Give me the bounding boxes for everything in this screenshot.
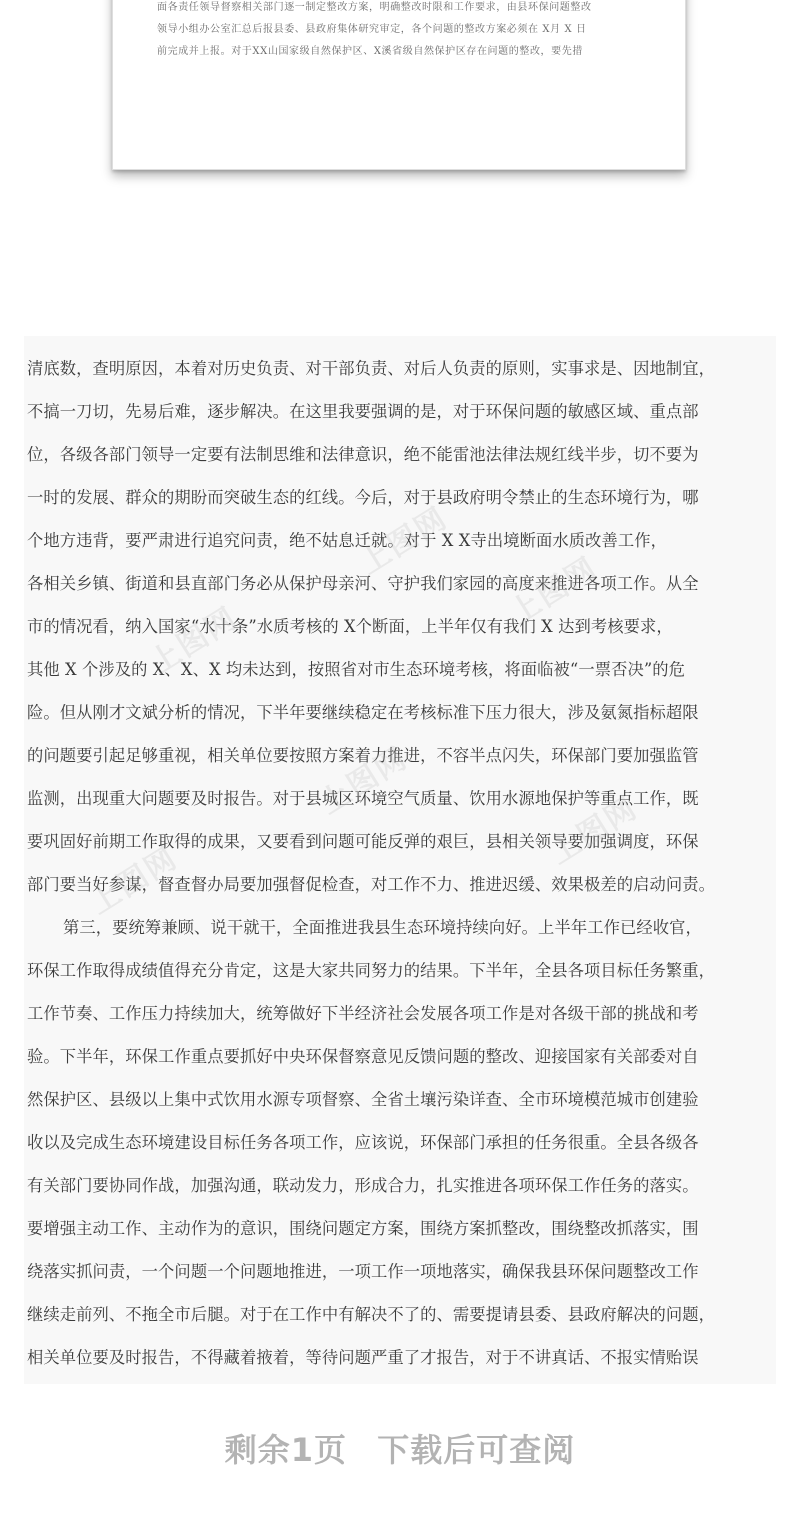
paragraph-line: 个地方违背，要严肃进行追究问责，绝不姑息迁就。对于 X X寺出境断面水质改善工作， xyxy=(27,531,668,550)
paragraph-line: 险。但从刚才文斌分析的情况，下半年要继续稳定在考核标准下压力很大，涉及氨氮指标超限 xyxy=(27,703,699,722)
paragraph-line: 清底数，查明原因，本着对历史负责、对干部负责、对后人负责的原则，实事求是、因地制宜， xyxy=(27,359,716,378)
paragraph-line: 工作节奏、工作压力持续加大，统筹做好下半经济社会发展各项工作是对各级干部的挑战和考 xyxy=(27,1004,699,1023)
preview-line: 前完成并上报。对于XX山国家级自然保护区、X溪省级自然保护区存在问题的整改，要先措 xyxy=(157,46,583,57)
paragraph-line: 收以及完成生态环境建设目标任务各项工作，应该说，环保部门承担的任务很重。全县各级各 xyxy=(27,1133,699,1152)
paragraph-line: 环保工作取得成绩值得充分肯定，这是大家共同努力的结果。下半年，全县各项目标任务繁重， xyxy=(27,961,716,980)
paragraph-line: 绕落实抓问责，一个问题一个问题地推进，一项工作一项地落实，确保我县环保问题整改工作 xyxy=(27,1262,699,1281)
watermark: 上图网 xyxy=(313,740,414,822)
document-body xyxy=(27,347,777,1379)
paragraph-line: 相关单位要及时报告，不得藏着掖着，等待问题严重了才报告，对于不讲真话、不报实情贻误 xyxy=(27,1348,699,1367)
watermark: 上图网 xyxy=(503,550,604,632)
paragraph-line: 继续走前列、不拖全市后腿。对于在工作中有解决不了的、需要提请县委、县政府解决的问题， xyxy=(27,1305,716,1324)
paragraph-line: 各相关乡镇、街道和县直部门务必从保护母亲河、守护我们家园的高度来推进各项工作。从全 xyxy=(27,574,699,593)
paragraph-line: 其他 X 个涉及的 X、X、X 均未达到，按照省对市生态环境考核，将面临被“一票否决”的危 xyxy=(27,660,686,679)
download-to-view-more-button[interactable]: 剩余1页 下载后可查阅 xyxy=(224,1431,576,1469)
paragraph-line: 不搞一刀切，先易后难，逐步解决。在这里我要强调的是，对于环保问题的敏感区域、重点部 xyxy=(27,402,699,421)
paragraph-line: 要巩固好前期工作取得的成果，又要看到问题可能反弹的艰巨，县相关领导要加强调度，环保 xyxy=(27,832,699,851)
paragraph-line: 要增强主动工作、主动作为的意识，围绕问题定方案，围绕方案抓整改，围绕整改抓落实，围 xyxy=(27,1219,699,1238)
paragraph-line: 监测，出现重大问题要及时报告。对于县城区环境空气质量、饮用水源地保护等重点工作，既 xyxy=(27,789,699,808)
paragraph-line: 有关部门要协同作战，加强沟通，联动发力，形成合力，扎实推进各项环保工作任务的落实。 xyxy=(27,1176,699,1195)
preview-line: 领导小组办公室汇总后报县委、县政府集体研究审定，各个问题的整改方案必须在 X月 X 日 xyxy=(157,24,587,35)
watermark: 上图网 xyxy=(83,840,184,922)
paragraph-line: 市的情况看，纳入国家“水十条”水质考核的 X个断面，上半年仅有我们 X 达到考核要求， xyxy=(27,617,673,636)
paragraph-line: 位，各级各部门领导一定要有法制思维和法律意识，绝不能雷池法律法规红线半步，切不要为 xyxy=(27,445,699,464)
paragraph-line: 部门要当好参谋，督查督办局要加强督促检查，对工作不力、推进迟缓、效果极差的启动问责。 xyxy=(27,875,716,894)
paragraph-line: 的问题要引起足够重视，相关单位要按照方案着力推进，不容半点闪失，环保部门要加强监管 xyxy=(27,746,699,765)
page-preview-card xyxy=(112,0,686,170)
watermark: 上图网 xyxy=(143,600,244,682)
paragraph-line: 第三，要统筹兼顾、说干就干，全面推进我县生态环境持续向好。上半年工作已经收官， xyxy=(63,918,702,937)
paragraph-line: 然保护区、县级以上集中式饮用水源专项督察、全省土壤污染详查、全市环境模范城市创建验 xyxy=(27,1090,699,1109)
paragraph-line: 一时的发展、群众的期盼而突破生态的红线。今后，对于县政府明令禁止的生态环境行为，哪 xyxy=(27,488,699,507)
watermark: 上图网 xyxy=(353,500,454,582)
preview-line: 面各责任领导督察相关部门逐一制定整改方案，明确整改时限和工作要求，由县环保问题整改 xyxy=(157,2,592,13)
preview-text xyxy=(157,0,647,63)
paragraph-line: 验。下半年，环保工作重点要抓好中央环保督察意见反馈问题的整改、迎接国家有关部委对自 xyxy=(27,1047,699,1066)
document-page xyxy=(24,336,776,1384)
watermark: 上图网 xyxy=(543,790,644,872)
